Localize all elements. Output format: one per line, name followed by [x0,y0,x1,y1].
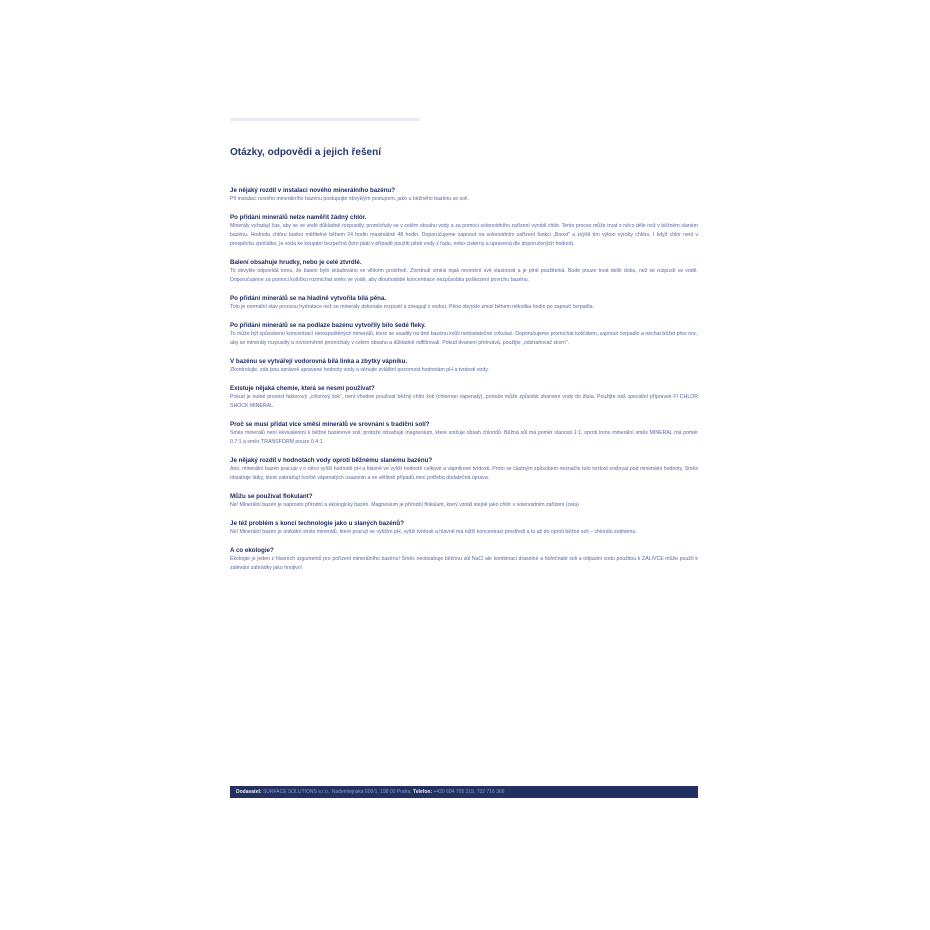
faq-answer: Ne! Minerální bazén je unikátní směs minerálů, které pracují ve vyšším pH, vyšší tvrdosti a hlavně má nižší koncentraci prostředí a tu až do oproti běžné soli – chloridu sodnému. [230,529,637,535]
faq-list [230,186,698,573]
faq-item [230,492,698,510]
footer-bar [230,786,698,798]
faq-question: Proč se musí přidat více směsi minerálů ve srovnání s tradiční solí? [230,421,430,428]
faq-question: Po přidání minerálů se na podlaze bazénu vytvořily bílo šedé fleky. [230,322,426,329]
document-title: Otázky, odpovědi a jejich řešení [230,147,381,158]
faq-answer: Ne! Minerální bazén je naprosto přírodní a ekologický bazén. Magnésium je přírodní flokulant, který vznikl stejně jako chlór v solenoidním zařízení (cela) [230,502,579,508]
footer-company: SURFACE SOLUTIONS s.r.o., Nademlejnská 600/1, 198 00 Praha, [262,789,412,795]
faq-question: Je nějaký rozdíl v instalaci nového minerálního bazénu? [230,187,396,194]
faq-item [230,258,698,285]
document-page [200,110,730,810]
faq-item [230,519,698,537]
footer-phone-label: Telefon: [413,789,433,795]
faq-question: Balení obsahuje hrudky, nebo je celé ztvrdlé. [230,259,362,266]
faq-question: Je též problém s koncí technologie jako u slaných bazénů? [230,520,404,527]
faq-answer: Minerály vyžadují čas, aby se ve vodě důkladně rozpustily, promíchaly se v celém obsahu vody a za pomoci solenoidního zařízení vyrobil chlór. Tento proces může trvat o něco déle než v běžném slaném bazénu. Hodnotu chlóru budou měřitelné během 24 hodin maximálně 48 hodin. Doporučujeme zapnout na solenoidním zařízení funkci „Boost" a zvýšit tím výkon výroby chlóru. I když chlór není v prospěchu zpočátku, je voda ke koupání bezpečná (toto platí v případě použití pitné vody z řadu, nebo cisterny a upravená dle doporučených hodnot). [230,223,698,247]
faq-answer: Ano, minerální bazén pracuje v o něco vyšší hodnotě pH a hlavně ve vyšší hodnotě celkové a vápníkové tvrdosti. Proto se částným způsobem neznačte tuto tvrdost snižovat pod minimální hodnoty. Směs obsahuje látky, které zabraňují tvorbě vápenatých usazenin a ve většině případů není potřeba dodatečná úprava. [230,466,698,481]
faq-answer: Směs minerálů není ekvivalentní k běžné bazénové soli, protože obsahuje magnesium, které snižuje obsah chloridů. Běžná sůl má poměr slanosti 1:1, oproti tomu minerální směs MINERAL má poměr 0,7:1 a směs TRANSFORM pouze 0,4:1. [230,430,698,445]
faq-answer: To může být způsobeno koncentrací nerozpuštěných minerálů, které se usadily na dně bazénu kvůli nedostatečné cirkulaci. Doporučujeme promíchat košťátem, zapnout čerpadlo a nechat běžet přes noc, aby se minerály rozpustily a rovnoměrně promíchaly v celém obsahu a důkladně odfiltrovali. Pokud dvanení přetrvává, použijte „odstraňovač skvrn". [230,331,698,346]
faq-item [230,321,698,348]
faq-answer: Při instalaci nového minerálního bazénu postupujte obvyklým postupem, jako u běžného bazénu se solí. [230,196,470,202]
faq-question: A co ekologie? [230,547,274,554]
faq-item [230,294,698,312]
header-rule [230,118,420,121]
faq-question: Existuje nějaká chemie, která se nesmí používat? [230,385,375,392]
faq-item [230,384,698,411]
faq-item [230,420,698,447]
faq-question: Můžu se používat flokulant? [230,493,313,500]
faq-item [230,357,698,375]
faq-question: V bazénu se vytvářejí vodorovná bílá linka a zbytky vápníku. [230,358,408,365]
faq-answer: Pokud je nutné provést faktorový „chlorový šok", není vhodné používat běžný chlór šok (chlornan vápenatý), protože může způsobit zbarvení vody do žluta. Použijte náš speciální přípravek FI CHLOR SHOCK MINERAL. [230,394,698,409]
document-content [230,146,698,582]
faq-answer: Zkontrolujte, zda jsou správně upravené hodnoty vody a věnujte zvláštní pozornost hodnotám pH a tvrdosti vody. [230,367,489,373]
faq-answer: Ekologie je jeden z hlavních argumentů pro pořízení minerálního bazénu! Směs neobsahuje běžnou sůl NaCl ale kombinaci draselné a hořečnaté soli a odpadní vodu použitou k ZÁLIVCE může použít k zalévání zahrádky jako hnojivo! [230,556,698,571]
footer-supplier-label: Dodavatel: [236,789,262,795]
faq-answer: Toto je normální stav procesu hydratace než se minerály dokonale rozpustí a zreagují s vodou. Pěna obvykle zmizí během několika hodin po zapnutí čerpadla. [230,304,594,310]
faq-item [230,456,698,483]
faq-item [230,546,698,573]
faq-question: Po přidání minerálů se na hladině vytvořila bílá pěna. [230,295,387,302]
faq-question: Je nějaký rozdíl v hodnotách vody oproti běžnému slanému bazénu? [230,457,433,464]
faq-item [230,186,698,204]
faq-item [230,213,698,249]
faq-answer: To obvykle odpovídá tomu, že balení bylo skladováno ve vlhkém prostředí. Ztvrdnutí směsi nijak neomění své vlastnosti a je plně použitelná. Bude pouze trvat delší dobu, než se rozpustí ve vodě. Doporučujeme za pomoci košíčku rozmíchat směs ve vodě, aby dlouhodobé koncentrace nezpůsobila poškození povrchu bazénu. [230,268,698,283]
footer-phone: +420 604 705 215, 732 716 366 [433,789,505,795]
faq-question: Po přidání minerálů nelze naměřit žádný chlór. [230,214,367,221]
